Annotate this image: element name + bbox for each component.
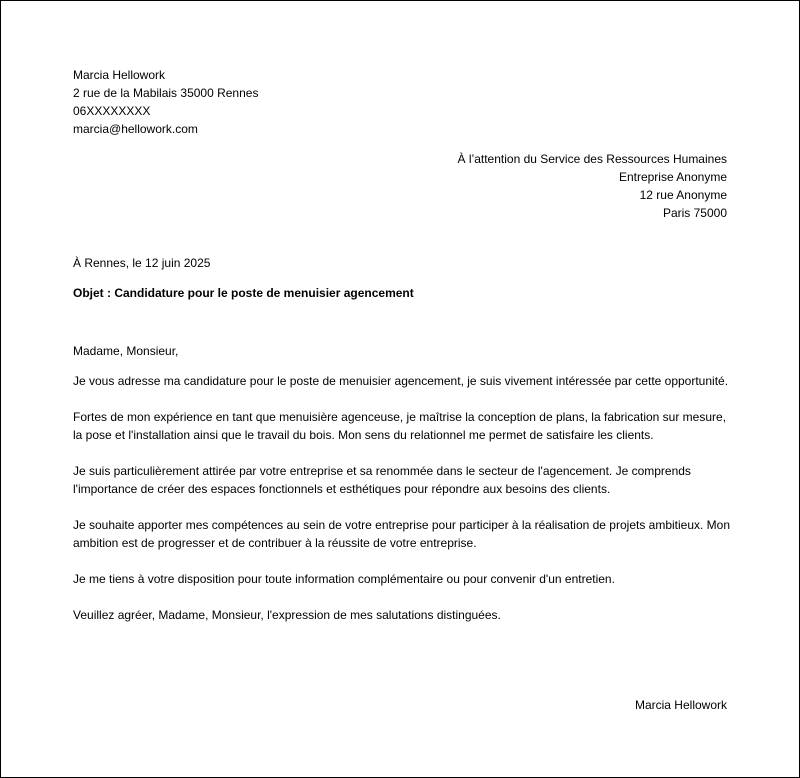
letter-paragraph: Je vous adresse ma candidature pour le poste de menuisier agencement, je suis vivement intéressée par cette opportunité. — [73, 374, 729, 388]
sender-email: marcia@hellowork.com — [73, 122, 198, 136]
letter-greeting: Madame, Monsieur, — [73, 344, 179, 358]
sender-name: Marcia Hellowork — [73, 68, 166, 82]
letter-paragraph: Je suis particulièrement attirée par votre entreprise et sa renommée dans le secteur de l'agencement. Je comprends l'importance de créer des espaces fonctionnels et esthétiques pour répondre aux besoins des clients. — [73, 464, 691, 496]
recipient-city: Paris 75000 — [662, 206, 727, 220]
sender-address: 2 rue de la Mabilais 35000 Rennes — [73, 86, 259, 100]
recipient-street: 12 rue Anonyme — [639, 188, 727, 202]
letter-paragraph: Je me tiens à votre disposition pour toute information complémentaire ou pour convenir d'un entretien. — [73, 572, 615, 586]
letter-paragraph: Je souhaite apporter mes compétences au sein de votre entreprise pour participer à la réalisation de projets ambitieux. Mon ambition est de progresser et de contribuer à la réussite de votre entreprise. — [73, 518, 731, 550]
letter-subject: Objet : Candidature pour le poste de menuisier agencement — [73, 286, 414, 300]
letter-closing: Veuillez agréer, Madame, Monsieur, l'expression de mes salutations distinguées. — [73, 608, 501, 622]
sender-block — [73, 66, 258, 138]
letter-date: À Rennes, le 12 juin 2025 — [73, 256, 211, 270]
sender-phone: 06XXXXXXXX — [73, 104, 151, 118]
recipient-company: Entreprise Anonyme — [618, 170, 727, 184]
recipient-attention: À l’attention du Service des Ressources Humaines — [457, 152, 727, 166]
recipient-block — [458, 150, 727, 222]
letter-body — [73, 342, 733, 642]
letter-signature: Marcia Hellowork — [634, 698, 727, 712]
letter-paragraph: Fortes de mon expérience en tant que menuisière agenceuse, je maîtrise la conception de plans, la fabrication sur mesure, la pose et l'installation ainsi que le travail du bois. Mon sens du relationnel me permet de satisfaire les clients. — [73, 410, 727, 442]
